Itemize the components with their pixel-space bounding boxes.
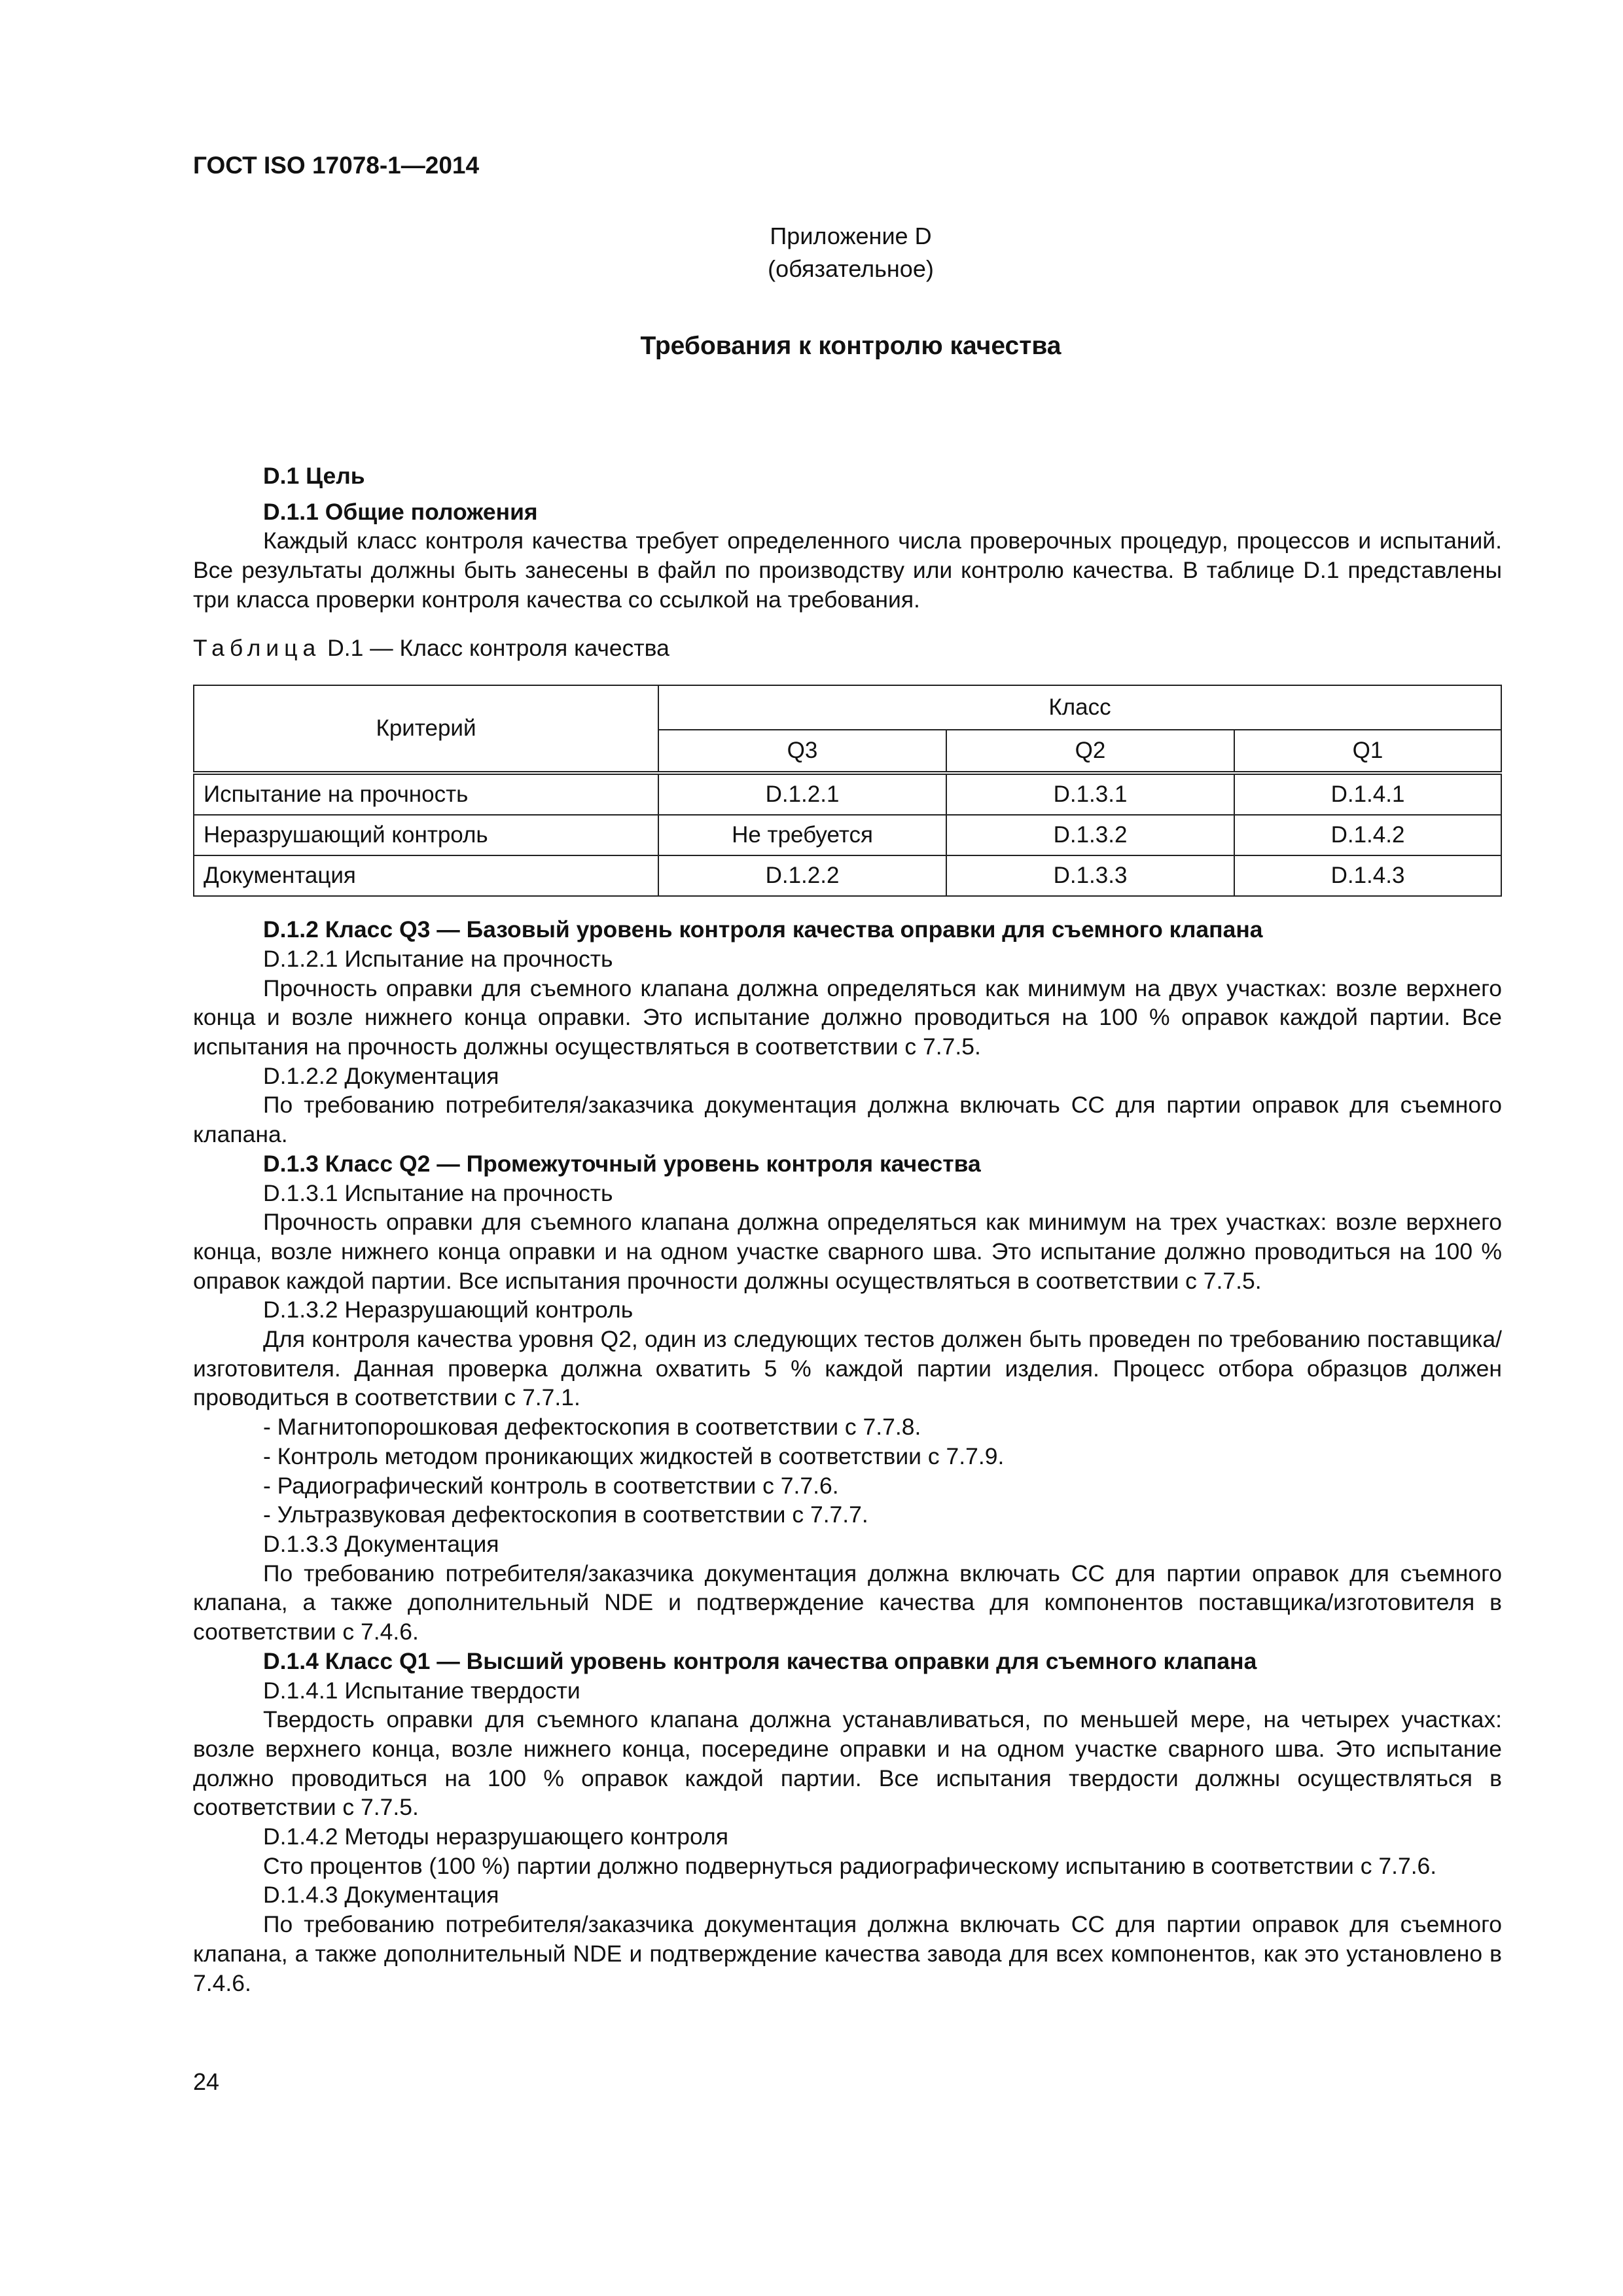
table-caption [193,634,1502,663]
subsection-title: D.1.4.2 Методы неразрушающего контроля [263,1823,728,1850]
subsection-title: D.1.4.3 Документация [263,1882,499,1909]
subsection-title: D.1.3.3 Документация [263,1530,499,1557]
subsection-title: D.1.2.1 Испытание на прочность [263,945,613,972]
table-row [194,855,1501,896]
paragraph: Прочность оправки для съемного клапана должна определяться как минимум на трех участках: возле верхнего конца, возле нижнего конца оправки и на одном участке сварного шва. Это испытание должно проводиться на 100 % оправок каждой партии. Все испытания прочности должны осуществляться в соответствии с 7.7.5. [193,1209,1502,1294]
table-cell: D.1.4.1 [1234,773,1501,815]
table-row [194,773,1501,815]
table-cell: Не требуется [658,815,946,855]
paragraph: Для контроля качества уровня Q2, один из следующих тестов должен быть проведен по требованию поставщика/изготовителя. Данная проверка должна охватить 5 % каждой партии изделия. Процесс отбора образцов должен проводиться в соответствии с 7.7.1. [193,1326,1502,1411]
list-item: - Контроль методом проникающих жидкостей в соответствии с 7.7.9. [263,1443,1005,1469]
table-header-row [194,685,1501,730]
header-criterion: Критерий [194,685,658,773]
table-cell: D.1.4.3 [1234,855,1501,896]
annex-heading: Требования к контролю качества [640,332,1061,360]
table-caption-word: Таблица [193,634,321,661]
page-number: 24 [193,2068,220,2095]
row-criterion: Испытание на прочность [194,773,658,815]
section-heading-d13: D.1.3 Класс Q2 — Промежуточный уровень контроля качества [263,1150,981,1177]
document-code: ГОСТ ISO 17078-1—2014 [193,152,480,179]
subsection-title: D.1.3.1 Испытание на прочность [263,1179,613,1206]
table-cell: D.1.2.1 [658,773,946,815]
subsection-title: D.1.3.2 Неразрушающий контроль [263,1297,633,1323]
annex-title: Приложение D [770,223,932,249]
section-heading-d11: D.1.1 Общие положения [263,498,538,525]
table-caption-text: D.1 — Класс контроля качества [327,634,669,661]
table-cell: D.1.2.2 [658,855,946,896]
list-item: - Ультразвуковая дефектоскопия в соответствии с 7.7.7. [263,1501,868,1528]
section-heading-d1: D.1 Цель [263,463,365,489]
header-class-q2: Q2 [946,730,1234,773]
paragraph: По требованию потребителя/заказчика документация должна включать СС для партии оправок для съемного клапана, а также дополнительный NDE и подтверждение качества завода для всех компонентов, как это установлено в 7.4.6. [193,1911,1502,1996]
paragraph: Твердость оправки для съемного клапана должна устанавливаться, по меньшей мере, на четырех участках: возле верхнего конца, возле нижнего конца, посередине оправки и на одном участке сварного шва. Это испытание должно проводиться на 100 % оправок каждой партии. Все испытания твердости должны осуществляться в соответствии с 7.7.5. [193,1706,1502,1821]
row-criterion: Неразрушающий контроль [194,815,658,855]
quality-class-table [193,685,1502,897]
section-heading-d12: D.1.2 Класс Q3 — Базовый уровень контроля качества оправки для съемного клапана [263,916,1263,943]
section-heading-d14: D.1.4 Класс Q1 — Высший уровень контроля качества оправки для съемного клапана [263,1647,1257,1674]
table-cell: D.1.3.2 [946,815,1234,855]
annex-status: (обязательное) [768,255,934,282]
row-criterion: Документация [194,855,658,896]
list-item: - Магнитопорошковая дефектоскопия в соответствии с 7.7.8. [263,1414,921,1441]
table-cell: D.1.3.3 [946,855,1234,896]
table-row [194,815,1501,855]
table-cell: D.1.3.1 [946,773,1234,815]
subsection-title: D.1.2.2 Документация [263,1062,499,1089]
paragraph: Сто процентов (100 %) партии должно подвернуться радиографическому испытанию в соответствии с 7.7.6. [263,1852,1437,1879]
paragraph: Прочность оправки для съемного клапана должна определяться как минимум на двух участках: возле верхнего конца и возле нижнего конца оправки. Это испытание должно проводиться на 100 % оправок каждой партии. Все испытания на прочность должны осуществляться в соответствии с 7.7.5. [193,975,1502,1060]
paragraph-d11: Каждый класс контроля качества требует определенного числа проверочных процедур, процессов и испытаний. Все результаты должны быть занесены в файл по производству или контролю качества. В таблице D.1 представлены три класса проверки контроля качества со ссылкой на требования. [193,528,1502,613]
list-item: - Радиографический контроль в соответствии с 7.7.6. [263,1472,839,1499]
header-class: Класс [658,685,1501,730]
header-class-q3: Q3 [658,730,946,773]
header-class-q1: Q1 [1234,730,1501,773]
document-body [193,461,1502,1998]
paragraph: По требованию потребителя/заказчика документация должна включать СС для партии оправок для съемного клапана. [193,1092,1502,1148]
paragraph: По требованию потребителя/заказчика документация должна включать СС для партии оправок для съемного клапана, а также дополнительный NDE и подтверждение качества для компонентов поставщика/изготовителя в соответствии с 7.4.6. [193,1560,1502,1645]
subsection-title: D.1.4.1 Испытание твердости [263,1677,580,1704]
table-cell: D.1.4.2 [1234,815,1501,855]
